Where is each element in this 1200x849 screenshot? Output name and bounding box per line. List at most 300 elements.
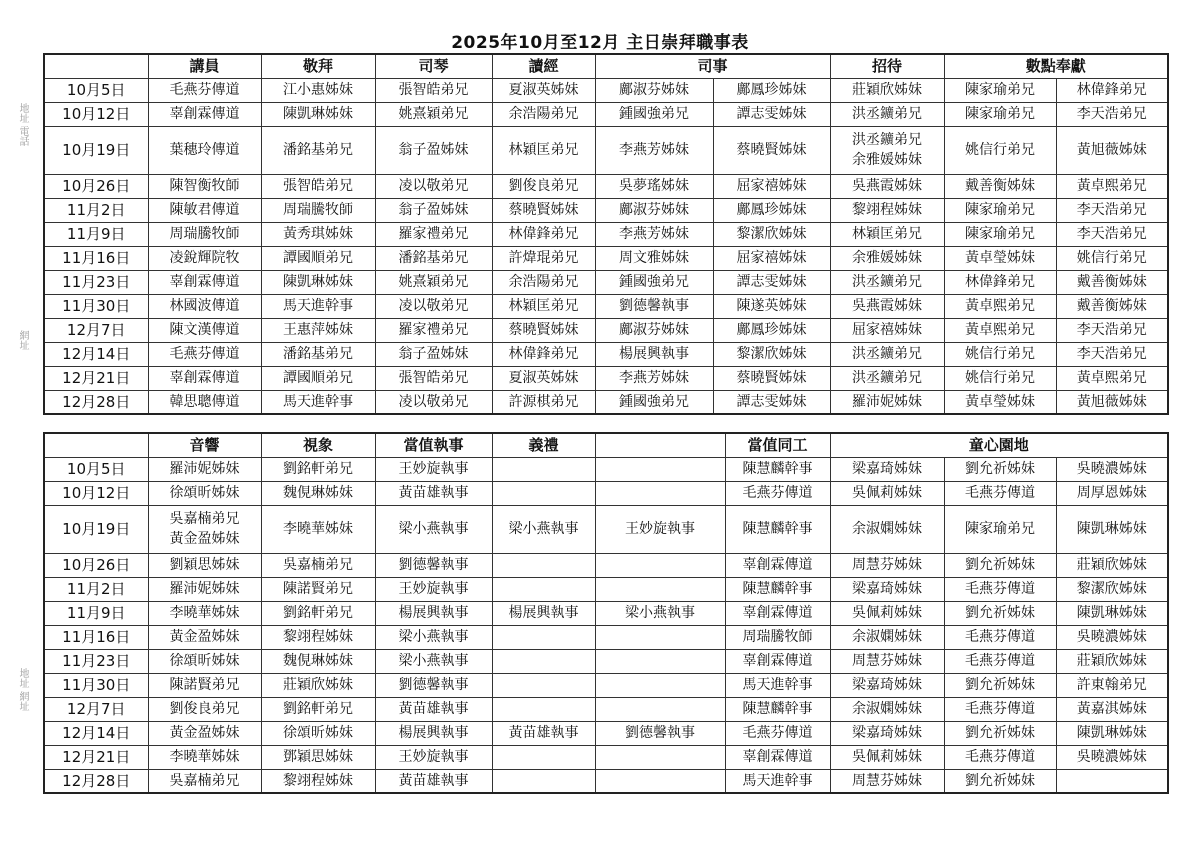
table-row xyxy=(44,198,1168,222)
reading-cell: 夏淑英姊妹 xyxy=(492,78,595,102)
date-cell: 11月2日 xyxy=(44,198,148,222)
usher-cell: 陳遂英姊妹 xyxy=(713,294,830,318)
table-row xyxy=(44,625,1168,649)
table-row xyxy=(44,769,1168,793)
sound-cell: 吳嘉楠弟兄 xyxy=(148,769,261,793)
deacon-cell: 王妙旋執事 xyxy=(375,577,492,601)
speaker-cell: 辜創霖傳道 xyxy=(148,270,261,294)
header-worship: 敬拜 xyxy=(261,54,375,78)
sound-cell: 羅沛妮姊妹 xyxy=(148,577,261,601)
piano-cell: 羅家禮弟兄 xyxy=(375,318,492,342)
ceremony-cell xyxy=(492,649,595,673)
ceremony-cell: 劉德馨執事 xyxy=(595,721,725,745)
worship-cell: 陳凱琳姊妹 xyxy=(261,270,375,294)
video-cell: 劉銘軒弟兄 xyxy=(261,697,375,721)
kids-cell: 余淑嫻姊妹 xyxy=(830,625,944,649)
sound-cell: 李曉華姊妹 xyxy=(148,601,261,625)
ceremony-cell: 黃苗雄執事 xyxy=(492,721,595,745)
staff-cell: 馬天進幹事 xyxy=(725,769,830,793)
usher-cell: 屈家禧姊妹 xyxy=(713,174,830,198)
offering-cell: 陳家瑜弟兄 xyxy=(944,78,1056,102)
reading-cell: 許源棋弟兄 xyxy=(492,390,595,414)
header-speaker: 講員 xyxy=(148,54,261,78)
worship-cell: 譚國順弟兄 xyxy=(261,246,375,270)
kids-cell: 梁嘉琦姊妹 xyxy=(830,721,944,745)
usher-cell: 周文雅姊妹 xyxy=(595,246,713,270)
speaker-cell: 凌銳輝院牧 xyxy=(148,246,261,270)
kids-cell: 周慧芬姊妹 xyxy=(830,769,944,793)
reception-cell: 吳燕霞姊妹 xyxy=(830,294,944,318)
video-cell: 陳諾賢弟兄 xyxy=(261,577,375,601)
kids-cell: 黃嘉淇姊妹 xyxy=(1056,697,1168,721)
header-blank xyxy=(595,433,725,457)
staff-cell: 馬天進幹事 xyxy=(725,673,830,697)
staff-cell: 陳慧麟幹事 xyxy=(725,577,830,601)
kids-cell: 吳曉濃姊妹 xyxy=(1056,625,1168,649)
usher-cell: 屈家禧姊妹 xyxy=(713,246,830,270)
table-row xyxy=(44,126,1168,174)
reception-cell: 莊穎欣姊妹 xyxy=(830,78,944,102)
kids-cell: 毛燕芬傳道 xyxy=(944,481,1056,505)
reception-cell: 羅沛妮姊妹 xyxy=(830,390,944,414)
kids-cell: 吳曉濃姊妹 xyxy=(1056,745,1168,769)
page-title: 2025年10月至12月 主日崇拜職事表 xyxy=(451,33,749,53)
table-row xyxy=(44,673,1168,697)
date-cell: 10月26日 xyxy=(44,553,148,577)
usher-cell: 鍾國強弟兄 xyxy=(595,270,713,294)
offering-cell: 戴善衡姊妹 xyxy=(944,174,1056,198)
kids-cell: 余淑嫻姊妹 xyxy=(830,697,944,721)
reading-cell: 蔡曉賢姊妹 xyxy=(492,198,595,222)
date-cell: 11月16日 xyxy=(44,625,148,649)
table-row xyxy=(44,78,1168,102)
date-cell: 11月23日 xyxy=(44,270,148,294)
reception-cell: 洪丞鑛弟兄 xyxy=(830,102,944,126)
date-cell: 12月14日 xyxy=(44,721,148,745)
kids-cell: 吳佩莉姊妹 xyxy=(830,745,944,769)
date-cell: 11月9日 xyxy=(44,222,148,246)
offering-cell: 黃卓熙弟兄 xyxy=(944,318,1056,342)
piano-cell: 潘銘基弟兄 xyxy=(375,246,492,270)
sound-cell xyxy=(148,505,261,553)
worship-cell: 潘銘基弟兄 xyxy=(261,126,375,174)
sound-cell: 劉穎思姊妹 xyxy=(148,553,261,577)
reception-cell xyxy=(830,126,944,174)
sound-cell-line: 吳嘉楠弟兄 xyxy=(169,511,240,527)
kids-cell: 毛燕芬傳道 xyxy=(944,745,1056,769)
worship-cell: 江小惠姊妹 xyxy=(261,78,375,102)
offering-cell: 林偉鋒弟兄 xyxy=(944,270,1056,294)
offering-cell: 李天浩弟兄 xyxy=(1056,222,1168,246)
ceremony-cell xyxy=(492,769,595,793)
video-cell: 黎翊程姊妹 xyxy=(261,625,375,649)
sidebar-phone: 電話 xyxy=(17,126,28,147)
video-cell: 魏俔琳姊妹 xyxy=(261,649,375,673)
usher-cell: 黎潔欣姊妹 xyxy=(713,222,830,246)
video-cell: 徐頌昕姊妹 xyxy=(261,721,375,745)
usher-cell: 鄺淑芬姊妹 xyxy=(595,78,713,102)
ceremony-cell xyxy=(595,457,725,481)
reading-cell: 余浩陽弟兄 xyxy=(492,102,595,126)
kids-cell: 梁嘉琦姊妹 xyxy=(830,457,944,481)
usher-cell: 李燕芳姊妹 xyxy=(595,222,713,246)
piano-cell: 凌以敬弟兄 xyxy=(375,390,492,414)
kids-cell xyxy=(1056,769,1168,793)
deacon-cell: 黃苗雄執事 xyxy=(375,769,492,793)
staff-cell: 周瑞騰牧師 xyxy=(725,625,830,649)
reception-cell: 黎翊程姊妹 xyxy=(830,198,944,222)
ceremony-cell xyxy=(595,553,725,577)
table-row xyxy=(44,174,1168,198)
offering-cell: 姚信行弟兄 xyxy=(944,342,1056,366)
date-cell: 10月19日 xyxy=(44,505,148,553)
staff-cell: 陳慧麟幹事 xyxy=(725,697,830,721)
offering-cell: 黃卓熙弟兄 xyxy=(1056,174,1168,198)
ceremony-cell xyxy=(492,481,595,505)
kids-cell: 毛燕芬傳道 xyxy=(944,577,1056,601)
sound-cell: 劉俊良弟兄 xyxy=(148,697,261,721)
date-cell: 10月12日 xyxy=(44,481,148,505)
ceremony-cell xyxy=(595,745,725,769)
sound-cell: 李曉華姊妹 xyxy=(148,745,261,769)
table-row xyxy=(44,721,1168,745)
piano-cell: 姚熹穎弟兄 xyxy=(375,102,492,126)
reading-cell: 余浩陽弟兄 xyxy=(492,270,595,294)
table-row xyxy=(44,342,1168,366)
kids-cell: 吳佩莉姊妹 xyxy=(830,481,944,505)
kids-cell: 毛燕芬傳道 xyxy=(944,697,1056,721)
date-cell: 10月5日 xyxy=(44,457,148,481)
table2-header-row xyxy=(44,433,1168,457)
kids-cell: 吳曉濃姊妹 xyxy=(1056,457,1168,481)
deacon-cell: 楊展興執事 xyxy=(375,601,492,625)
reading-cell: 蔡曉賢姊妹 xyxy=(492,318,595,342)
deacon-cell: 王妙旋執事 xyxy=(375,745,492,769)
kids-cell: 莊穎欣姊妹 xyxy=(1056,553,1168,577)
ceremony-cell xyxy=(595,625,725,649)
kids-cell: 毛燕芬傳道 xyxy=(944,649,1056,673)
deacon-cell: 劉德馨執事 xyxy=(375,673,492,697)
offering-cell: 陳家瑜弟兄 xyxy=(944,102,1056,126)
date-cell: 11月30日 xyxy=(44,673,148,697)
offering-cell: 姚信行弟兄 xyxy=(944,126,1056,174)
reading-cell: 林偉鋒弟兄 xyxy=(492,342,595,366)
kids-cell: 周慧芬姊妹 xyxy=(830,649,944,673)
staff-cell: 陳慧麟幹事 xyxy=(725,457,830,481)
ceremony-cell xyxy=(595,697,725,721)
piano-cell: 姚熹穎弟兄 xyxy=(375,270,492,294)
video-cell: 李曉華姊妹 xyxy=(261,505,375,553)
usher-cell: 蔡曉賢姊妹 xyxy=(713,126,830,174)
table-row xyxy=(44,481,1168,505)
kids-cell: 劉允祈姊妹 xyxy=(944,601,1056,625)
sidebar-url: 網址 xyxy=(17,330,28,350)
kids-cell: 劉允祈姊妹 xyxy=(944,553,1056,577)
worship-cell: 張智皓弟兄 xyxy=(261,174,375,198)
piano-cell: 翁子盈姊妹 xyxy=(375,126,492,174)
ceremony-cell: 梁小燕執事 xyxy=(595,601,725,625)
date-cell: 11月2日 xyxy=(44,577,148,601)
ceremony-cell xyxy=(492,673,595,697)
sound-cell-line: 黃金盈姊妹 xyxy=(169,531,240,547)
reception-cell: 林穎匡弟兄 xyxy=(830,222,944,246)
date-cell: 12月7日 xyxy=(44,318,148,342)
piano-cell: 羅家禮弟兄 xyxy=(375,222,492,246)
video-cell: 黎翊程姊妹 xyxy=(261,769,375,793)
offering-cell: 黃卓瑩姊妹 xyxy=(944,246,1056,270)
reception-cell-line: 余雅媛姊妹 xyxy=(852,152,922,168)
offering-cell: 李天浩弟兄 xyxy=(1056,318,1168,342)
sound-cell: 黃金盈姊妹 xyxy=(148,625,261,649)
video-cell: 魏俔琳姊妹 xyxy=(261,481,375,505)
table-row xyxy=(44,270,1168,294)
speaker-cell: 毛燕芬傳道 xyxy=(148,342,261,366)
kids-cell: 劉允祈姊妹 xyxy=(944,721,1056,745)
header-sound: 音響 xyxy=(148,433,261,457)
worship-cell: 馬天進幹事 xyxy=(261,294,375,318)
kids-cell: 劉允祈姊妹 xyxy=(944,673,1056,697)
sound-cell: 徐頌昕姊妹 xyxy=(148,649,261,673)
offering-cell: 黃卓熙弟兄 xyxy=(944,294,1056,318)
ceremony-cell xyxy=(492,457,595,481)
sound-cell: 黃金盈姊妹 xyxy=(148,721,261,745)
video-cell: 吳嘉楠弟兄 xyxy=(261,553,375,577)
header-date xyxy=(44,433,148,457)
usher-cell: 鄺鳳珍姊妹 xyxy=(713,318,830,342)
reading-cell: 林偉鋒弟兄 xyxy=(492,222,595,246)
deacon-cell: 楊展興執事 xyxy=(375,721,492,745)
ceremony-cell xyxy=(492,625,595,649)
table-row xyxy=(44,745,1168,769)
offering-cell: 陳家瑜弟兄 xyxy=(944,198,1056,222)
table-row xyxy=(44,390,1168,414)
speaker-cell: 辜創霖傳道 xyxy=(148,102,261,126)
ceremony-cell xyxy=(595,769,725,793)
reception-cell: 屈家禧姊妹 xyxy=(830,318,944,342)
usher-cell: 鍾國強弟兄 xyxy=(595,102,713,126)
staff-cell: 辜創霖傳道 xyxy=(725,601,830,625)
kids-cell: 陳凱琳姊妹 xyxy=(1056,601,1168,625)
header-staff: 當值同工 xyxy=(725,433,830,457)
worship-cell: 潘銘基弟兄 xyxy=(261,342,375,366)
kids-cell: 陳凱琳姊妹 xyxy=(1056,721,1168,745)
sidebar-lower-url: 網址 xyxy=(17,691,28,712)
deacon-cell: 王妙旋執事 xyxy=(375,457,492,481)
ceremony-cell xyxy=(492,697,595,721)
usher-cell: 譚志雯姊妹 xyxy=(713,390,830,414)
header-deacon: 當值執事 xyxy=(375,433,492,457)
header-piano: 司琴 xyxy=(375,54,492,78)
piano-cell: 翁子盈姊妹 xyxy=(375,342,492,366)
usher-cell: 鄺淑芬姊妹 xyxy=(595,198,713,222)
worship-cell: 周瑞騰牧師 xyxy=(261,198,375,222)
piano-cell: 凌以敬弟兄 xyxy=(375,174,492,198)
kids-cell: 周厚恩姊妹 xyxy=(1056,481,1168,505)
reception-cell: 洪丞鑛弟兄 xyxy=(830,366,944,390)
table-row xyxy=(44,318,1168,342)
kids-cell: 莊穎欣姊妹 xyxy=(1056,649,1168,673)
date-cell: 10月5日 xyxy=(44,78,148,102)
reading-cell: 劉俊良弟兄 xyxy=(492,174,595,198)
speaker-cell: 林國波傳道 xyxy=(148,294,261,318)
kids-cell: 陳凱琳姊妹 xyxy=(1056,505,1168,553)
offering-cell: 戴善衡姊妹 xyxy=(1056,270,1168,294)
piano-cell: 翁子盈姊妹 xyxy=(375,198,492,222)
table1-header-row xyxy=(44,54,1168,78)
offering-cell: 黃卓熙弟兄 xyxy=(1056,366,1168,390)
date-cell: 11月23日 xyxy=(44,649,148,673)
date-cell: 12月28日 xyxy=(44,769,148,793)
video-cell: 鄧穎思姊妹 xyxy=(261,745,375,769)
staff-cell: 辜創霖傳道 xyxy=(725,649,830,673)
table-row xyxy=(44,294,1168,318)
video-cell: 劉銘軒弟兄 xyxy=(261,457,375,481)
header-kids: 童心園地 xyxy=(830,433,1168,457)
piano-cell: 凌以敬弟兄 xyxy=(375,294,492,318)
kids-cell: 劉允祈姊妹 xyxy=(944,457,1056,481)
table-row xyxy=(44,366,1168,390)
ceremony-cell: 梁小燕執事 xyxy=(492,505,595,553)
offering-cell: 黃旭薇姊妹 xyxy=(1056,126,1168,174)
reception-cell: 洪丞鑛弟兄 xyxy=(830,342,944,366)
date-cell: 11月9日 xyxy=(44,601,148,625)
offering-cell: 姚信行弟兄 xyxy=(944,366,1056,390)
usher-cell: 黎潔欣姊妹 xyxy=(713,342,830,366)
kids-cell: 劉允祈姊妹 xyxy=(944,769,1056,793)
header-offering: 數點奉獻 xyxy=(944,54,1168,78)
speaker-cell: 辜創霖傳道 xyxy=(148,366,261,390)
table-row xyxy=(44,457,1168,481)
ceremony-cell xyxy=(492,577,595,601)
table-row xyxy=(44,102,1168,126)
kids-cell: 許東翰弟兄 xyxy=(1056,673,1168,697)
header-reading: 讀經 xyxy=(492,54,595,78)
reception-cell-line: 洪丞鑛弟兄 xyxy=(852,132,922,148)
video-cell: 劉銘軒弟兄 xyxy=(261,601,375,625)
table-row xyxy=(44,222,1168,246)
kids-cell: 余淑嫻姊妹 xyxy=(830,505,944,553)
usher-cell: 鄺淑芬姊妹 xyxy=(595,318,713,342)
worship-cell: 譚國順弟兄 xyxy=(261,366,375,390)
ceremony-cell xyxy=(595,673,725,697)
reception-cell: 洪丞鑛弟兄 xyxy=(830,270,944,294)
ceremony-cell xyxy=(595,481,725,505)
usher-cell: 鄺鳳珍姊妹 xyxy=(713,198,830,222)
offering-cell: 李天浩弟兄 xyxy=(1056,102,1168,126)
table-row xyxy=(44,649,1168,673)
offering-cell: 黃卓瑩姊妹 xyxy=(944,390,1056,414)
header-video: 視象 xyxy=(261,433,375,457)
staff-cell: 辜創霖傳道 xyxy=(725,553,830,577)
date-cell: 10月12日 xyxy=(44,102,148,126)
usher-cell: 蔡曉賢姊妹 xyxy=(713,366,830,390)
speaker-cell: 韓思聰傳道 xyxy=(148,390,261,414)
ceremony-cell xyxy=(492,745,595,769)
speaker-cell: 陳智衡牧師 xyxy=(148,174,261,198)
date-cell: 11月30日 xyxy=(44,294,148,318)
usher-cell: 李燕芳姊妹 xyxy=(595,366,713,390)
header-date xyxy=(44,54,148,78)
reception-cell: 余雅媛姊妹 xyxy=(830,246,944,270)
staff-cell: 辜創霖傳道 xyxy=(725,745,830,769)
speaker-cell: 陳敏君傳道 xyxy=(148,198,261,222)
table-row xyxy=(44,577,1168,601)
usher-cell: 劉德馨執事 xyxy=(595,294,713,318)
staff-cell: 毛燕芬傳道 xyxy=(725,721,830,745)
sound-cell: 陳諾賢弟兄 xyxy=(148,673,261,697)
kids-cell: 梁嘉琦姊妹 xyxy=(830,673,944,697)
date-cell: 12月28日 xyxy=(44,390,148,414)
schedule-table-1 xyxy=(43,53,1169,415)
header-reception: 招待 xyxy=(830,54,944,78)
sidebar-lower-address: 地址 xyxy=(17,668,28,689)
kids-cell: 毛燕芬傳道 xyxy=(944,625,1056,649)
speaker-cell: 毛燕芬傳道 xyxy=(148,78,261,102)
deacon-cell: 劉德馨執事 xyxy=(375,553,492,577)
video-cell: 莊穎欣姊妹 xyxy=(261,673,375,697)
deacon-cell: 黃苗雄執事 xyxy=(375,697,492,721)
deacon-cell: 梁小燕執事 xyxy=(375,625,492,649)
offering-cell: 陳家瑜弟兄 xyxy=(944,222,1056,246)
date-cell: 10月19日 xyxy=(44,126,148,174)
speaker-cell: 陳文漢傳道 xyxy=(148,318,261,342)
sidebar-address: 地址 xyxy=(17,103,28,124)
date-cell: 12月21日 xyxy=(44,745,148,769)
usher-cell: 鄺鳳珍姊妹 xyxy=(713,78,830,102)
usher-cell: 楊展興執事 xyxy=(595,342,713,366)
worship-cell: 馬天進幹事 xyxy=(261,390,375,414)
date-cell: 12月21日 xyxy=(44,366,148,390)
date-cell: 12月14日 xyxy=(44,342,148,366)
worship-cell: 陳凱琳姊妹 xyxy=(261,102,375,126)
worship-cell: 黃秀琪姊妹 xyxy=(261,222,375,246)
reception-cell: 吳燕霞姊妹 xyxy=(830,174,944,198)
reading-cell: 許煒琨弟兄 xyxy=(492,246,595,270)
reading-cell: 林穎匡弟兄 xyxy=(492,126,595,174)
piano-cell: 張智皓弟兄 xyxy=(375,366,492,390)
staff-cell: 陳慧麟幹事 xyxy=(725,505,830,553)
ceremony-cell: 王妙旋執事 xyxy=(595,505,725,553)
offering-cell: 李天浩弟兄 xyxy=(1056,342,1168,366)
ceremony-cell xyxy=(595,649,725,673)
header-ceremony: 義禮 xyxy=(492,433,595,457)
kids-cell: 陳家瑜弟兄 xyxy=(944,505,1056,553)
sound-cell: 羅沛妮姊妹 xyxy=(148,457,261,481)
sidebar-lower xyxy=(12,590,32,790)
table-row xyxy=(44,553,1168,577)
kids-cell: 周慧芬姊妹 xyxy=(830,553,944,577)
date-cell: 12月7日 xyxy=(44,697,148,721)
deacon-cell: 黃苗雄執事 xyxy=(375,481,492,505)
date-cell: 11月16日 xyxy=(44,246,148,270)
kids-cell: 梁嘉琦姊妹 xyxy=(830,577,944,601)
kids-cell: 黎潔欣姊妹 xyxy=(1056,577,1168,601)
speaker-cell: 葉穗玲傳道 xyxy=(148,126,261,174)
ceremony-cell xyxy=(492,553,595,577)
kids-cell: 吳佩莉姊妹 xyxy=(830,601,944,625)
piano-cell: 張智皓弟兄 xyxy=(375,78,492,102)
usher-cell: 李燕芳姊妹 xyxy=(595,126,713,174)
usher-cell: 鍾國強弟兄 xyxy=(595,390,713,414)
header-ushers: 司事 xyxy=(595,54,830,78)
usher-cell: 譚志雯姊妹 xyxy=(713,270,830,294)
staff-cell: 毛燕芬傳道 xyxy=(725,481,830,505)
offering-cell: 黃旭薇姊妹 xyxy=(1056,390,1168,414)
usher-cell: 吳夢瑤姊妹 xyxy=(595,174,713,198)
offering-cell: 林偉鋒弟兄 xyxy=(1056,78,1168,102)
deacon-cell: 梁小燕執事 xyxy=(375,649,492,673)
offering-cell: 姚信行弟兄 xyxy=(1056,246,1168,270)
